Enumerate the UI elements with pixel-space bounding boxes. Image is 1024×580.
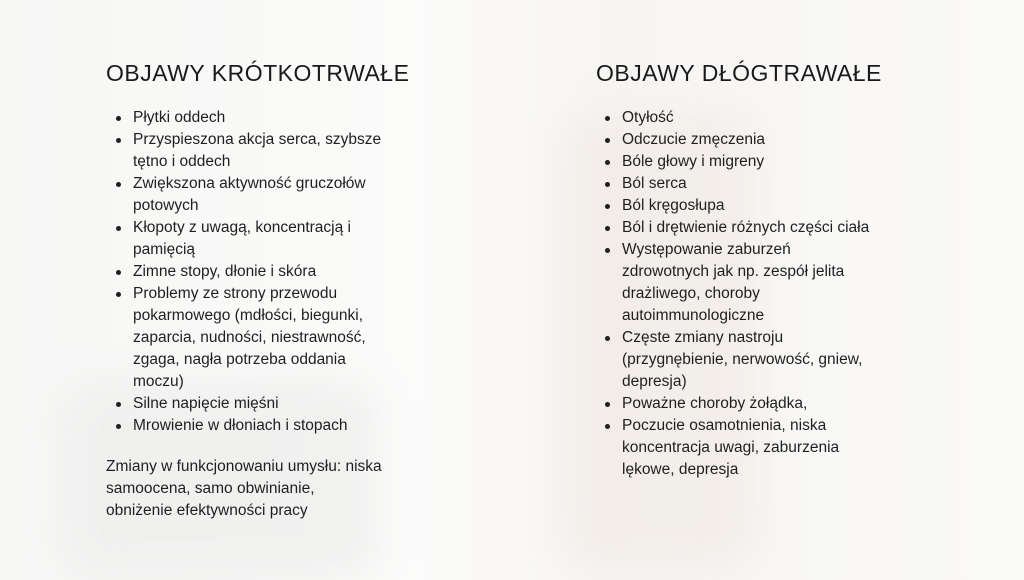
text-line: autoimmunologiczne — [622, 307, 765, 324]
list-item — [595, 415, 869, 481]
text-line: koncentracja uwagi, zaburzenia — [622, 439, 840, 456]
list-item — [595, 129, 869, 151]
text-line: Ból kręgosłupa — [622, 197, 725, 214]
text-line: Ból i drętwienie różnych części ciała — [622, 219, 870, 236]
list-item — [595, 327, 869, 393]
long-term-list — [595, 107, 869, 481]
text-line: Ból serca — [622, 175, 687, 192]
short-term-title: OBJAWY KRÓTKOTRWAŁE — [106, 60, 410, 86]
text-line: Zmiany w funkcjonowaniu umysłu: niska — [106, 458, 382, 475]
list-item — [595, 107, 869, 129]
text-line: depresja) — [622, 373, 687, 390]
text-line: tętno i oddech — [133, 153, 231, 170]
list-item — [106, 283, 381, 393]
list-item — [595, 393, 869, 415]
text-line: Problemy ze strony przewodu — [133, 285, 338, 302]
text-line: zaparcia, nudności, niestrawność, — [133, 329, 366, 346]
text-line: zdrowotnych jak np. zespół jelita — [622, 263, 845, 280]
text-line: Występowanie zaburzeń — [622, 241, 791, 258]
list-item — [595, 151, 869, 173]
list-item — [106, 173, 381, 217]
list-item — [106, 261, 381, 283]
text-line: potowych — [133, 197, 199, 214]
text-line: Silne napięcie mięśni — [133, 395, 279, 412]
text-line: Otyłość — [622, 109, 674, 126]
text-line: Częste zmiany nastroju — [622, 329, 784, 346]
text-line: Bóle głowy i migreny — [622, 153, 765, 170]
list-item — [106, 393, 381, 415]
text-line: Przyspieszona akcja serca, szybsze — [133, 131, 382, 148]
list-item — [595, 217, 869, 239]
text-line: zgaga, nagła potrzeba oddania — [133, 351, 346, 368]
text-line: Płytki oddech — [133, 109, 226, 126]
list-item — [595, 239, 869, 327]
long-term-title: OBJAWY DŁÓGTRAWAŁE — [596, 60, 882, 86]
list-item — [106, 217, 381, 261]
text-line: pokarmowego (mdłości, biegunki, — [133, 307, 364, 324]
text-line: lękowe, depresja — [622, 461, 739, 478]
mind-changes-paragraph — [106, 456, 382, 522]
text-line: Poczucie osamotnienia, niska — [622, 417, 827, 434]
list-item — [595, 173, 869, 195]
text-line: (przygnębienie, nerwowość, gniew, — [622, 351, 863, 368]
text-line: Odczucie zmęczenia — [622, 131, 766, 148]
text-line: Zwiększona aktywność gruczołów — [133, 175, 366, 192]
text-line: samoocena, samo obwinianie, — [106, 480, 315, 497]
text-line: Poważne choroby żołądka, — [622, 395, 808, 412]
text-line: Mrowienie w dłoniach i stopach — [133, 417, 348, 434]
text-line: drażliwego, choroby — [622, 285, 760, 302]
list-item — [106, 129, 381, 173]
text-line: obniżenie efektywności pracy — [106, 502, 308, 519]
text-line: moczu) — [133, 373, 184, 390]
text-line: Zimne stopy, dłonie i skóra — [133, 263, 317, 280]
list-item — [595, 195, 869, 217]
list-item — [106, 415, 381, 437]
text-line: pamięcią — [133, 241, 196, 258]
short-term-list — [106, 107, 381, 437]
text-line: Kłopoty z uwagą, koncentracją i — [133, 219, 351, 236]
list-item — [106, 107, 381, 129]
